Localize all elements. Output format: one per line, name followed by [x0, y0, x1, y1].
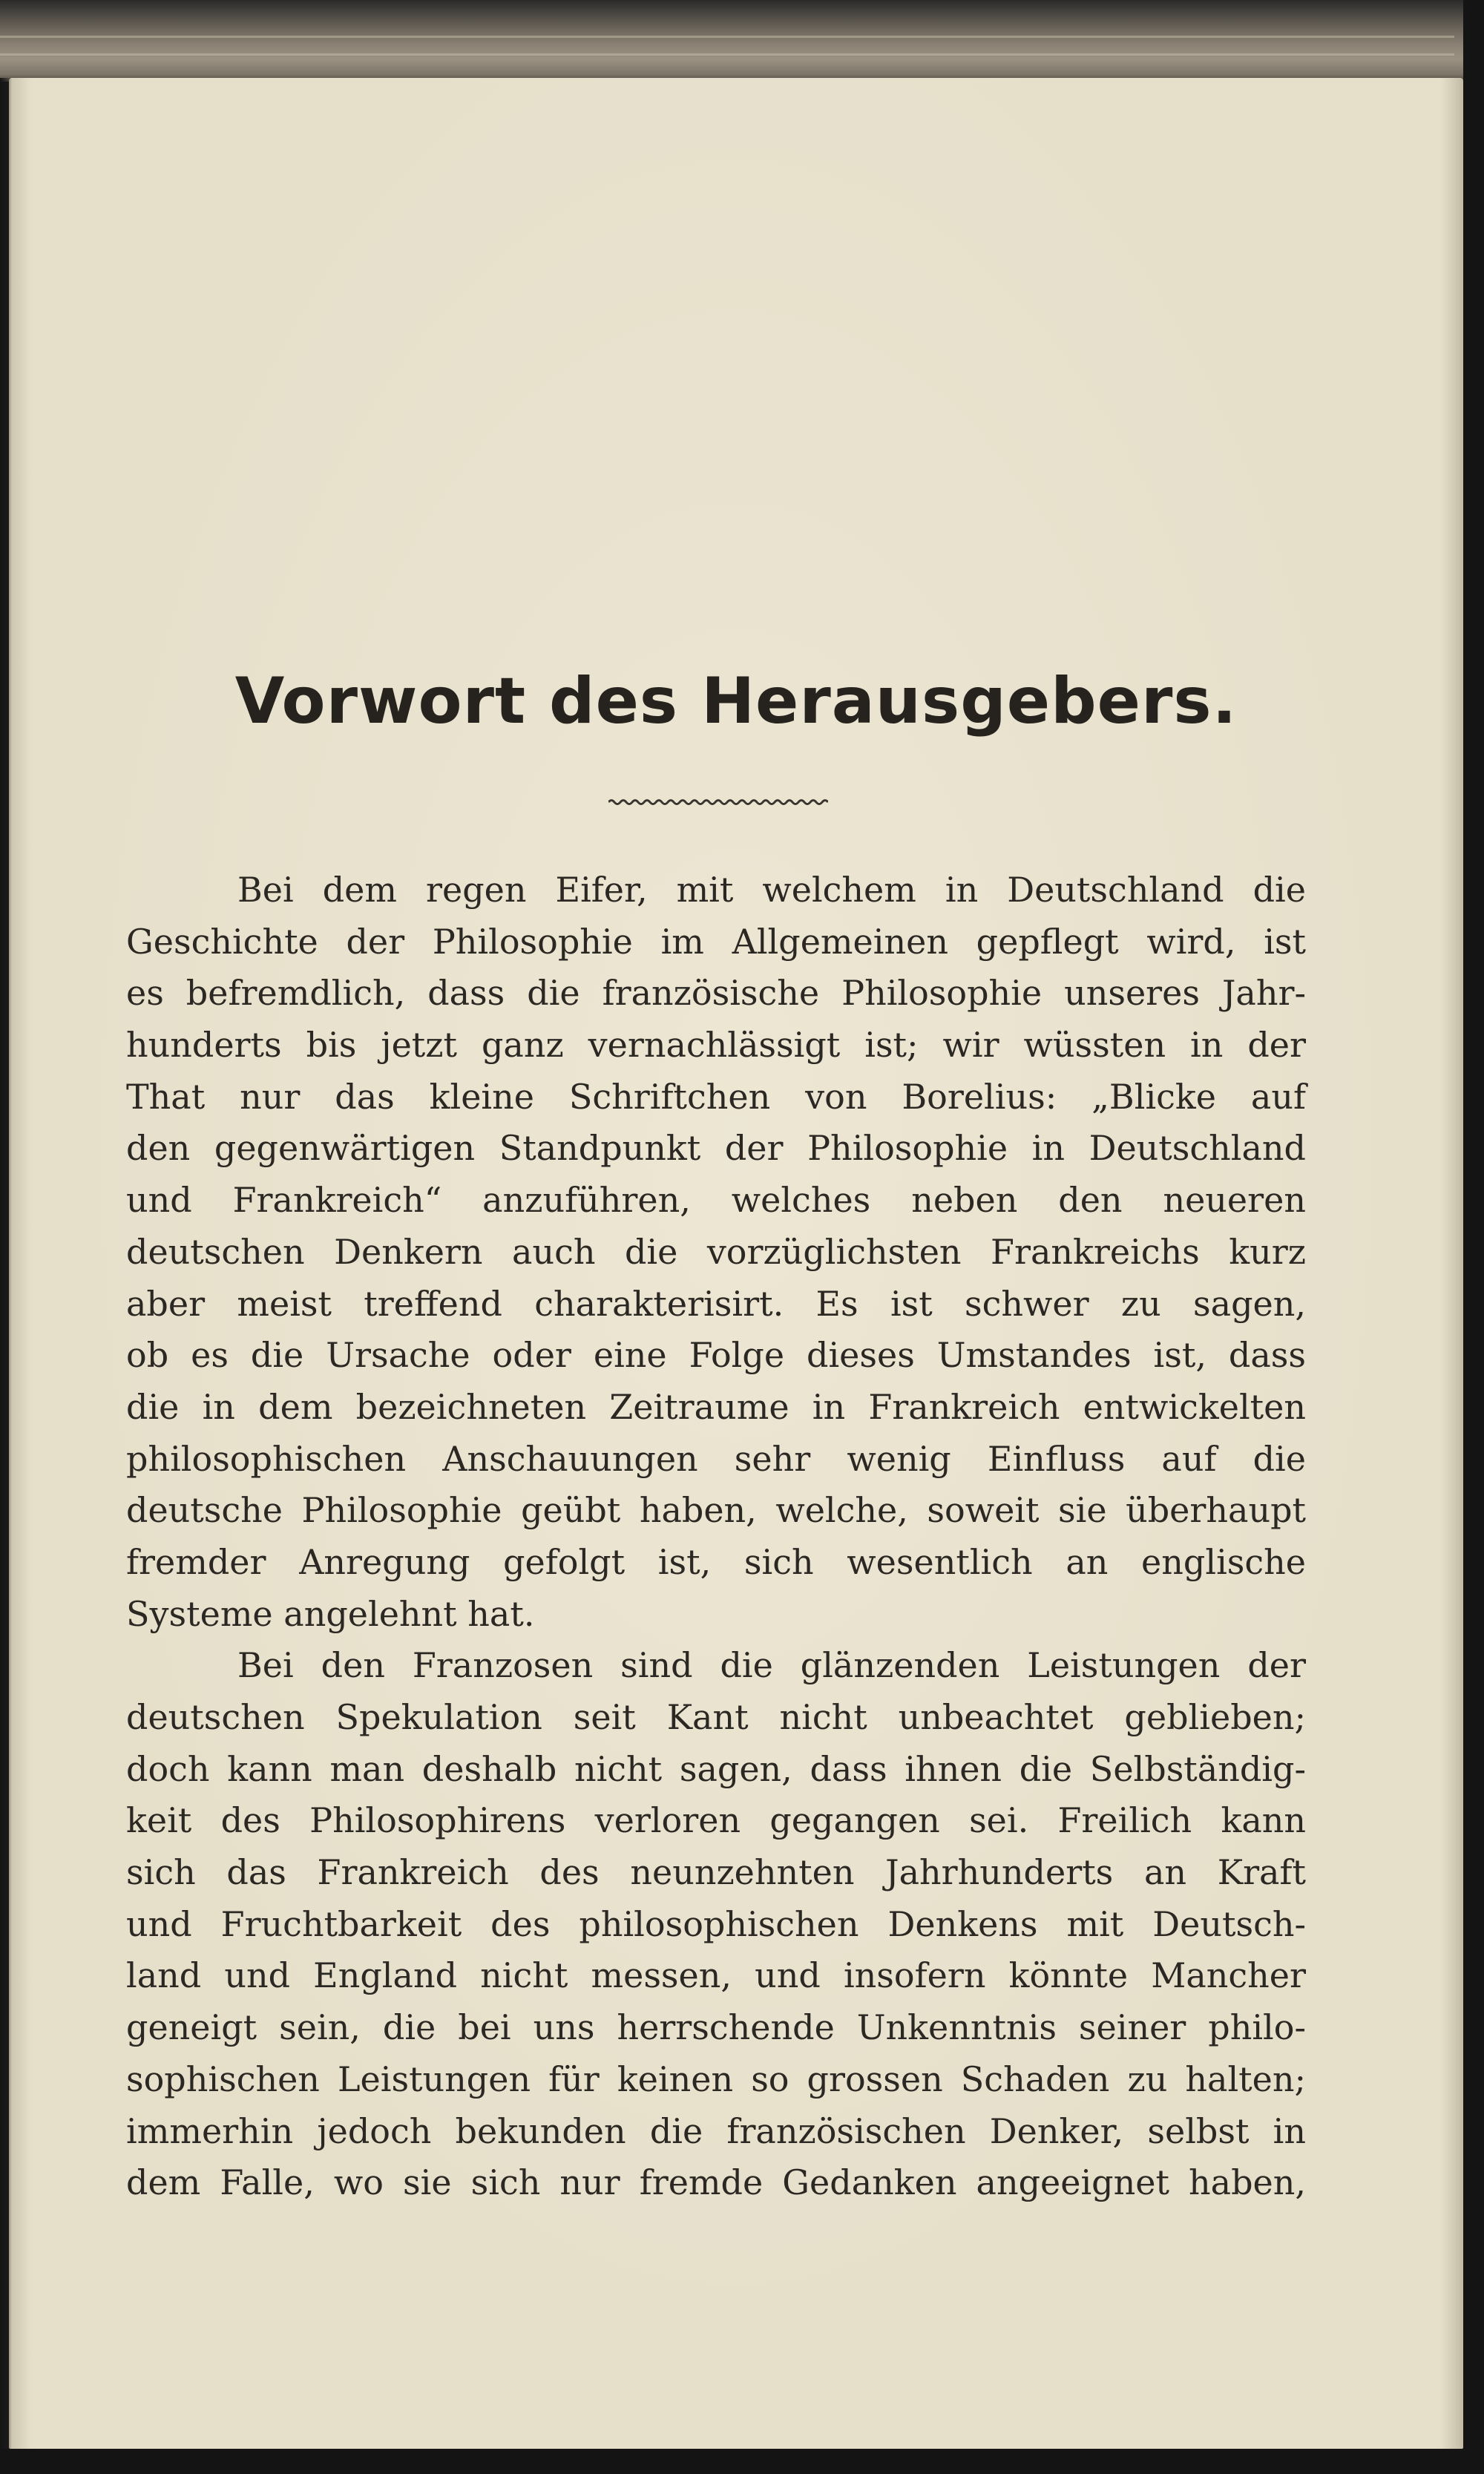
page-gutter-shadow [0, 78, 12, 2449]
text-line: Bei den Franzosen sind die glänzenden Leistungen der [237, 1645, 1306, 1686]
text-line: deutschen Spekulation seit Kant nicht unbeachtet geblieben; [126, 1697, 1306, 1737]
page-title: Vorwort des Herausgebers. [234, 664, 1238, 738]
text-line: deutsche Philosophie geübt haben, welche, soweit sie überhaupt [126, 1490, 1306, 1531]
paper-page [9, 78, 1463, 2449]
cover-edge-line [0, 53, 1454, 56]
text-line: aber meist treffend charakterisirt. Es ist schwer zu sagen, [126, 1283, 1306, 1324]
text-line: deutschen Denkern auch die vorzüglichsten Frankreichs kurz [126, 1231, 1306, 1272]
text-line: sophischen Leistungen für keinen so grossen Schaden zu halten; [126, 2058, 1306, 2099]
text-line: Bei dem regen Eifer, mit welchem in Deutschland die [237, 870, 1306, 910]
scan-background-right [1463, 0, 1484, 2474]
book-cover-edge [0, 0, 1465, 82]
text-line: und Frankreich“ anzuführen, welches neben den neueren [126, 1180, 1306, 1221]
text-line: ob es die Ursache oder eine Folge dieses Umstandes ist, dass [126, 1335, 1306, 1376]
text-line: den gegenwärtigen Standpunkt der Philosophie in Deutschland [126, 1128, 1306, 1169]
text-line: die in dem bezeichneten Zeitraume in Frankreich entwickelten [126, 1386, 1306, 1427]
text-line: land und England nicht messen, und insofern könnte Mancher [126, 1955, 1306, 1996]
text-line: fremder Anregung gefolgt ist, sich wesentlich an englische [126, 1541, 1306, 1582]
text-line: und Fruchtbarkeit des philosophischen Denkens mit Deutsch- [126, 1903, 1306, 1944]
text-line: doch kann man deshalb nicht sagen, dass ihnen die Selbständig- [126, 1748, 1306, 1789]
scan-background-bottom [0, 2449, 1484, 2474]
text-line: hunderts bis jetzt ganz vernachlässigt ist; wir wüssten in der [126, 1025, 1306, 1066]
text-line: philosophischen Anschauungen sehr wenig Einfluss auf die [126, 1438, 1306, 1479]
text-line: Systeme angelehnt hat. [126, 1593, 535, 1634]
cover-edge-line [0, 36, 1454, 38]
text-line: geneigt sein, die bei uns herrschende Unkenntnis seiner philo- [126, 2007, 1306, 2048]
wavy-rule-ornament [608, 796, 828, 808]
text-line: keit des Philosophirens verloren gegangen sei. Freilich kann [126, 1800, 1306, 1841]
text-line: That nur das kleine Schriftchen von Borelius: „Blicke auf [126, 1076, 1306, 1117]
text-line: es befremdlich, dass die französische Philosophie unseres Jahr- [126, 973, 1306, 1014]
body-text [126, 864, 1306, 2209]
text-line: immerhin jedoch bekunden die französischen Denker, selbst in [126, 2110, 1306, 2151]
text-line: sich das Frankreich des neunzehnten Jahrhunderts an Kraft [126, 1852, 1306, 1893]
text-line: dem Falle, wo sie sich nur fremde Gedanken angeeignet haben, [126, 2162, 1306, 2203]
text-line: Geschichte der Philosophie im Allgemeinen gepflegt wird, ist [126, 921, 1306, 962]
